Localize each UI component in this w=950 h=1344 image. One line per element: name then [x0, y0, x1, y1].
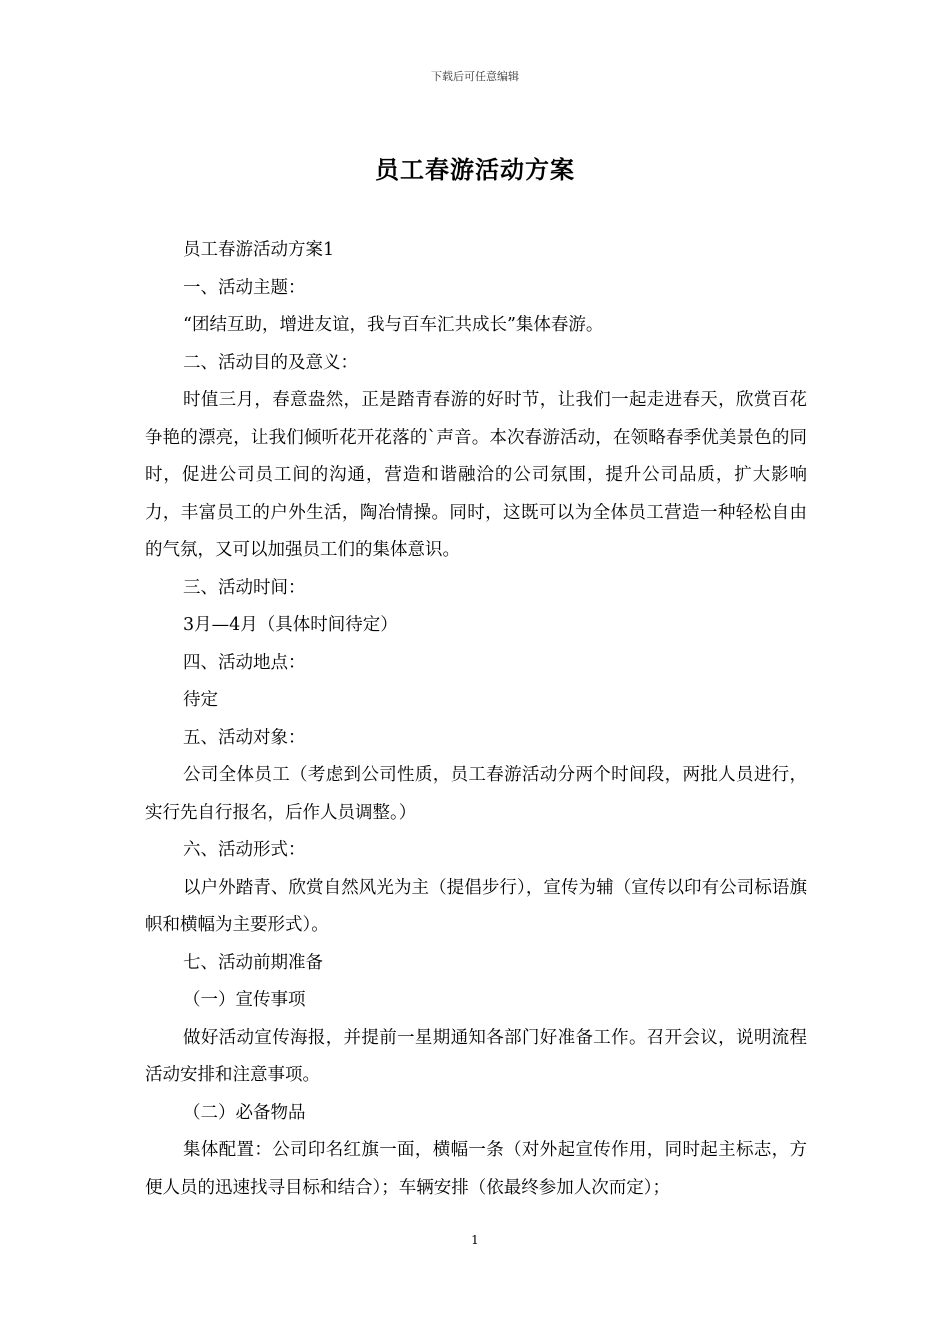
section-heading-location: 四、活动地点：	[183, 652, 306, 673]
paragraph-theme: “团结互助，增进友谊，我与百车汇共成长”集体春游。	[183, 315, 604, 335]
document-body	[145, 232, 807, 1207]
section-heading-participants: 五、活动对象：	[183, 727, 306, 748]
paragraph-purpose: 时值三月，春意盎然，正是踏青春游的好时节，让我们一起走进春天，欣赏百花争艳的漂亮，让我们倾听花开花落的`声音。本次春游活动，在领略春季优美景色的同时，促进公司员工间的沟通，营造和谐融洽的公司氛围，提升公司品质，扩大影响力，丰富员工的户外生活，陶冶情操。同时，这既可以为全体员工营造一种轻松自由的气氛，又可以加强员工们的集体意识。	[145, 390, 807, 560]
header-note: 下载后可任意编辑	[431, 70, 519, 83]
subsection-heading-publicity: （一）宣传事项	[183, 990, 306, 1010]
document-title: 员工春游活动方案	[375, 155, 575, 184]
paragraph-time: 3月—4月（具体时间待定）	[183, 615, 398, 635]
section-heading-preparation: 七、活动前期准备	[183, 952, 323, 973]
paragraph-format: 以户外踏青、欣赏自然风光为主（提倡步行），宣传为辅（宣传以印有公司标语旗帜和横幅为主要形式）。	[145, 877, 807, 935]
section-heading-theme: 一、活动主题：	[183, 277, 306, 298]
page-number: 1	[471, 1233, 479, 1247]
paragraph-publicity: 做好活动宣传海报，并提前一星期通知各部门好准备工作。召开会议，说明流程活动安排和注意事项。	[145, 1027, 807, 1085]
section-heading-time: 三、活动时间：	[183, 577, 306, 598]
paragraph-supplies: 集体配置：公司印名红旗一面，横幅一条（对外起宣传作用，同时起主标志，方便人员的迅速找寻目标和结合）；车辆安排（依最终参加人次而定）；	[145, 1140, 807, 1198]
section-heading-purpose: 二、活动目的及意义：	[183, 352, 358, 373]
paragraph-location: 待定	[183, 690, 218, 710]
subsection-heading-supplies: （二）必备物品	[183, 1102, 306, 1123]
paragraph-plan-heading: 员工春游活动方案1	[183, 240, 335, 260]
paragraph-participants: 公司全体员工（考虑到公司性质，员工春游活动分两个时间段，两批人员进行，实行先自行报名，后作人员调整。）	[145, 765, 807, 823]
section-heading-format: 六、活动形式：	[183, 840, 306, 860]
